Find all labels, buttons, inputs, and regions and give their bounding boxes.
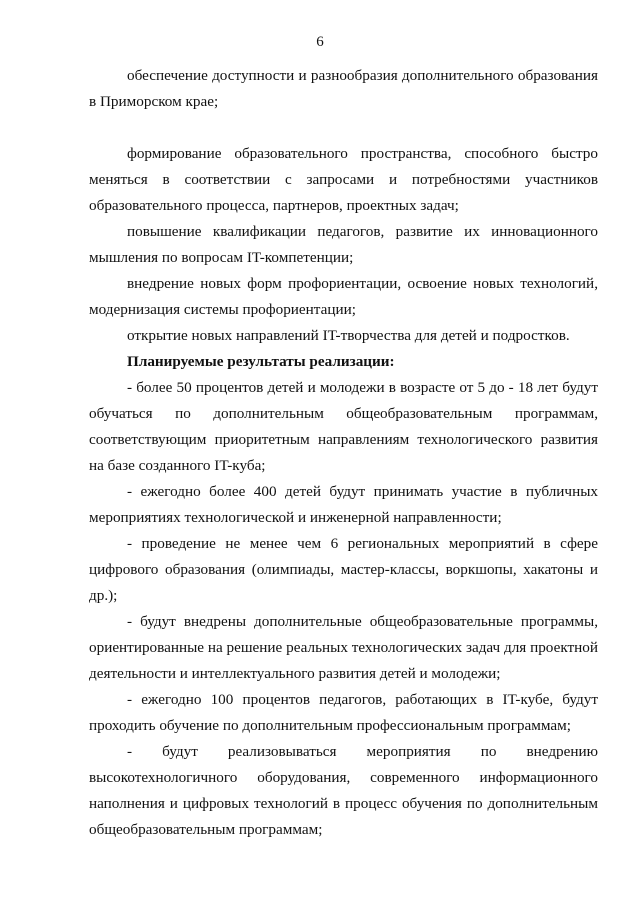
paragraph-qualification: повышение квалификации педагогов, развитие их инновационного мышления по вопросам IT-компетенции; [89,223,598,266]
result-item: - ежегодно 100 процентов педагогов, работающих в IT-кубе, будут проходить обучение по дополнительным профессиональным программам; [89,691,598,734]
result-item: - более 50 процентов детей и молодежи в возрасте от 5 до - 18 лет будут обучаться по дополнительным общеобразовательным программам, соответствующим приоритетным направлениям технологического развития на базе созданного IT-куба; [89,379,598,474]
paragraph-it-creativity: открытие новых направлений IT-творчества для детей и подростков. [127,327,570,344]
result-item: - будут внедрены дополнительные общеобразовательные программы, ориентированные на решение реальных технологических задач для проектной деятельности и интеллектуального развития детей и молодежи; [89,613,598,682]
result-item: - ежегодно более 400 детей будут принимать участие в публичных мероприятиях технологической и инженерной направленности; [89,483,598,526]
paragraph-career-guidance: внедрение новых форм профориентации, освоение новых технологий, модернизация системы профориентации; [89,275,598,318]
result-item: - проведение не менее чем 6 региональных мероприятий в сфере цифрового образования (олимпиады, мастер-классы, воркшопы, хакатоны и др.); [89,535,598,604]
results-heading: Планируемые результаты реализации: [127,353,395,370]
result-item: - будут реализовываться мероприятия по внедрению высокотехнологичного оборудования, современного информационного наполнения и цифровых технологий в процесс обучения по дополнительным общеобразовательным программам; [89,743,598,838]
page-number: 6 [316,34,324,50]
document-body [89,63,598,843]
paragraph-access: обеспечение доступности и разнообразия дополнительного образования в Приморском крае; [89,67,598,110]
paragraph-space: формирование образовательного пространства, способного быстро меняться в соответствии с запросами и потребностями участников образовательного процесса, партнеров, проектных задач; [89,145,598,214]
